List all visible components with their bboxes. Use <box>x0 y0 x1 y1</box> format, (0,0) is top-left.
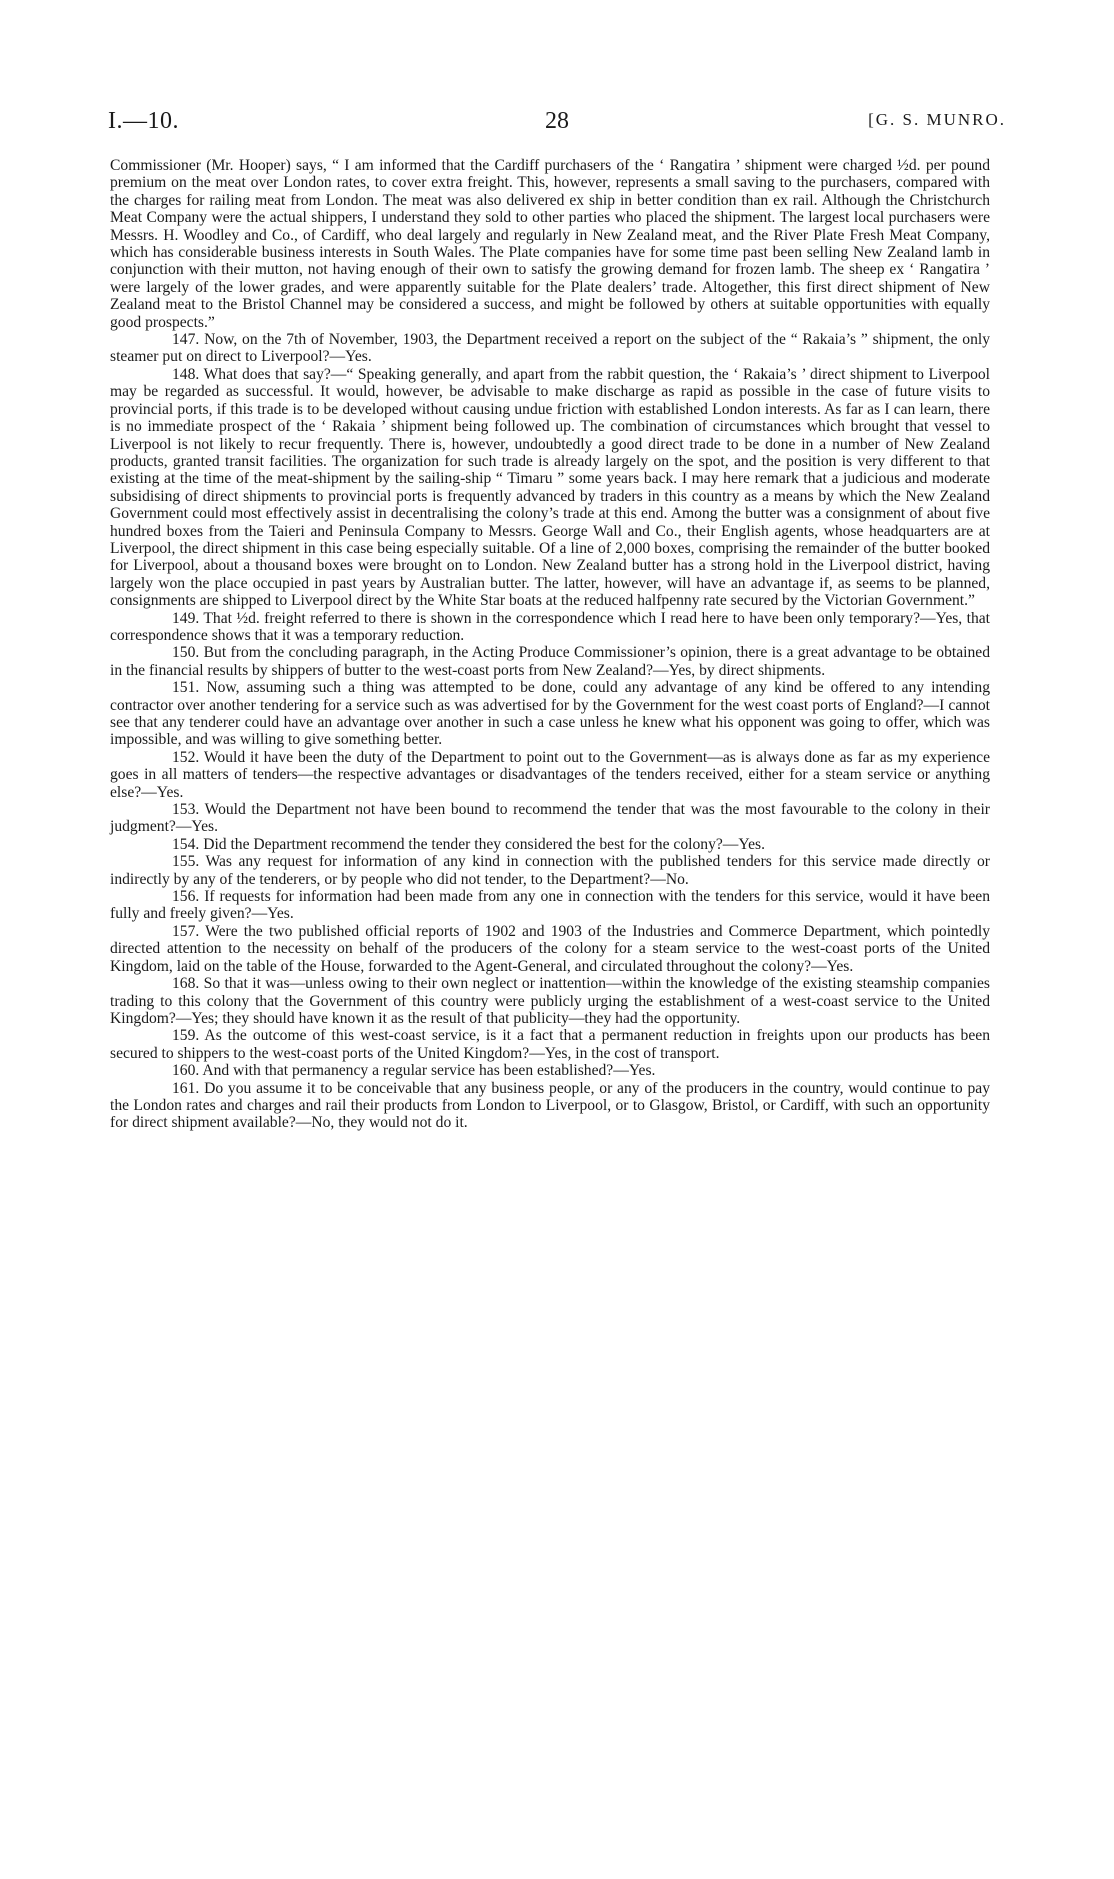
page-number: 28 <box>545 108 569 134</box>
paragraph-153: 153. Would the Department not have been bound to recommend the tender that was the most favourable to the colony in their judgment?—Yes. <box>110 801 990 836</box>
paragraph-150: 150. But from the concluding paragraph, in the Acting Produce Commissioner’s opinion, there is a great advantage to be obtained in the financial results by shippers of butter to the west-coast ports from New Zealand?—Yes, by direct shipments. <box>110 644 990 679</box>
paragraph-149: 149. That ½d. freight referred to there is shown in the correspondence which I read here to have been only temporary?—Yes, that correspondence shows that it was a temporary reduction. <box>110 609 990 644</box>
paragraph-160: 160. And with that permanency a regular service has been established?—Yes. <box>172 1062 656 1080</box>
witness-name: [G. S. MUNRO. <box>868 110 1006 129</box>
paragraph-168: 168. So that it was—unless owing to their own neglect or inattention—within the knowledge of the existing steamship companies trading to this colony that the Government of this country were publicly urging the establishment of a west-coast service to the United Kingdom?—Yes; they should have known it as the result of that publicity—they had the opportunity. <box>110 975 990 1027</box>
paragraph-157: 157. Were the two published official reports of 1902 and 1903 of the Industries and Commerce Department, which pointedly directed attention to the necessity on behalf of the producers of the colony for a steam service to the west-coast ports of the United Kingdom, laid on the table of the House, forwarded to the Agent-General, and circulated throughout the colony?—Yes. <box>110 922 990 975</box>
paragraph-155: 155. Was any request for information of any kind in connection with the published tenders for this service made directly or indirectly by any of the tenderers, or by people who did not tender, to the Department?—No. <box>110 853 990 888</box>
paragraph-161: 161. Do you assume it to be conceivable that any business people, or any of the producers in the country, would continue to pay the London rates and charges and rail their products from London to Liverpool, or to Glasgow, Bristol, or Cardiff, with such an opportunity for direct shipment available?—No, they would not do it. <box>110 1079 990 1132</box>
paragraph-154: 154. Did the Department recommend the tender they considered the best for the colony?—Yes. <box>172 835 765 853</box>
paragraph-147: 147. Now, on the 7th of November, 1903, the Department received a report on the subject of the “ Rakaia’s ” shipment, the only steamer put on direct to Liverpool?—Yes. <box>110 331 990 366</box>
paragraph-151: 151. Now, assuming such a thing was attempted to be done, could any advantage of any kind be offered to any intending contractor over another tendering for a service such as was advertised for by the Government for the west coast ports of England?—I cannot see that any tenderer could have an advantage over another in such a case unless he knew what his opponent was going to offer, which was impossible, and was willing to give something better. <box>110 679 990 749</box>
paragraph-148: 148. What does that say?—“ Speaking generally, and apart from the rabbit question, the ‘ Rakaia’s ’ direct shipment to Liverpool may be regarded as successful. It would, however, be advisable to make discharge as rapid as possible in the case of future visits to provincial ports, if this trade is to be developed without causing undue friction with established London interests. As far as I can learn, there is no immediate prospect of the ‘ Rakaia ’ shipment being followed up. The combination of circumstances which brought that vessel to Liverpool is not likely to recur frequently. There is, however, undoubtedly a good direct trade to be done in a number of New Zealand products, granted transit facilities. The organization for such trade is already largely on the spot, and the position is very different to that existing at the time of the meat-shipment by the sailing-ship “ Timaru ” some years back. I may here remark that a judicious and moderate subsidising of direct shipments to provincial ports is frequently advanced by traders in this country as a means by which the New Zealand Government could most effectively assist in decentralising the colony’s trade at this end. Among the butter was a consignment of about five hundred boxes from the Taieri and Peninsula Company to Messrs. George Wall and Co., their English agents, whose headquarters are at Liverpool, the direct shipment in this case being especially suitable. Of a line of 2,000 boxes, comprising the remainder of the butter booked for Liverpool, about a thousand boxes were brought on to London. New Zealand butter has a strong hold in the Liverpool district, having largely won the place occupied in past years by Australian butter. The latter, however, will have an advantage if, as seems to be planned, consignments are shipped to Liverpool direct by the White Star boats at the reduced halfpenny rate secured by the Victorian Government.” <box>110 365 990 610</box>
paragraph-152: 152. Would it have been the duty of the Department to point out to the Government—as is always done as far as my experience goes in all matters of tenders—the respective advantages or disadvantages of the tenders received, either for a steam service or anything else?—Yes. <box>110 748 990 801</box>
paragraph-continued-quote: Commissioner (Mr. Hooper) says, “ I am informed that the Cardiff purchasers of the ‘ Rangatira ’ shipment were charged ½d. per pound premium on the meat over London rates, to cover extra freight. This, however, represents a small saving to the purchasers, compared with the charges for railing meat from London. The meat was also delivered ex ship in better condition than ex rail. Although the Christchurch Meat Company were the actual shippers, I understand they sold to other parties who placed the shipment. The largest local purchasers were Messrs. H. Woodley and Co., of Cardiff, who deal largely and regularly in New Zealand meat, and the River Plate Fresh Meat Company, which has considerable business interests in South Wales. The Plate companies have for some time past been selling New Zealand lamb in conjunction with their mutton, not having enough of their own to satisfy the growing demand for frozen lamb. The sheep ex ‘ Rangatira ’ were largely of the lower grades, and were apparently suitable for the Plate dealers’ trade. Altogether, this first direct shipment of New Zealand meat to the Bristol Channel may be considered a success, and might be followed by others at suitable opportunities with equally good prospects.” <box>110 157 990 331</box>
paragraph-156: 156. If requests for information had been made from any one in connection with the tenders for this service, would it have been fully and freely given?—Yes. <box>110 888 990 923</box>
report-reference: I.—10. <box>108 108 179 134</box>
paragraph-159: 159. As the outcome of this west-coast service, is it a fact that a permanent reduction in freights upon our products has been secured to shippers to the west-coast ports of the United Kingdom?—Yes, in the cost of transport. <box>110 1027 990 1062</box>
page-body <box>110 157 990 1132</box>
page-header <box>108 108 1006 142</box>
